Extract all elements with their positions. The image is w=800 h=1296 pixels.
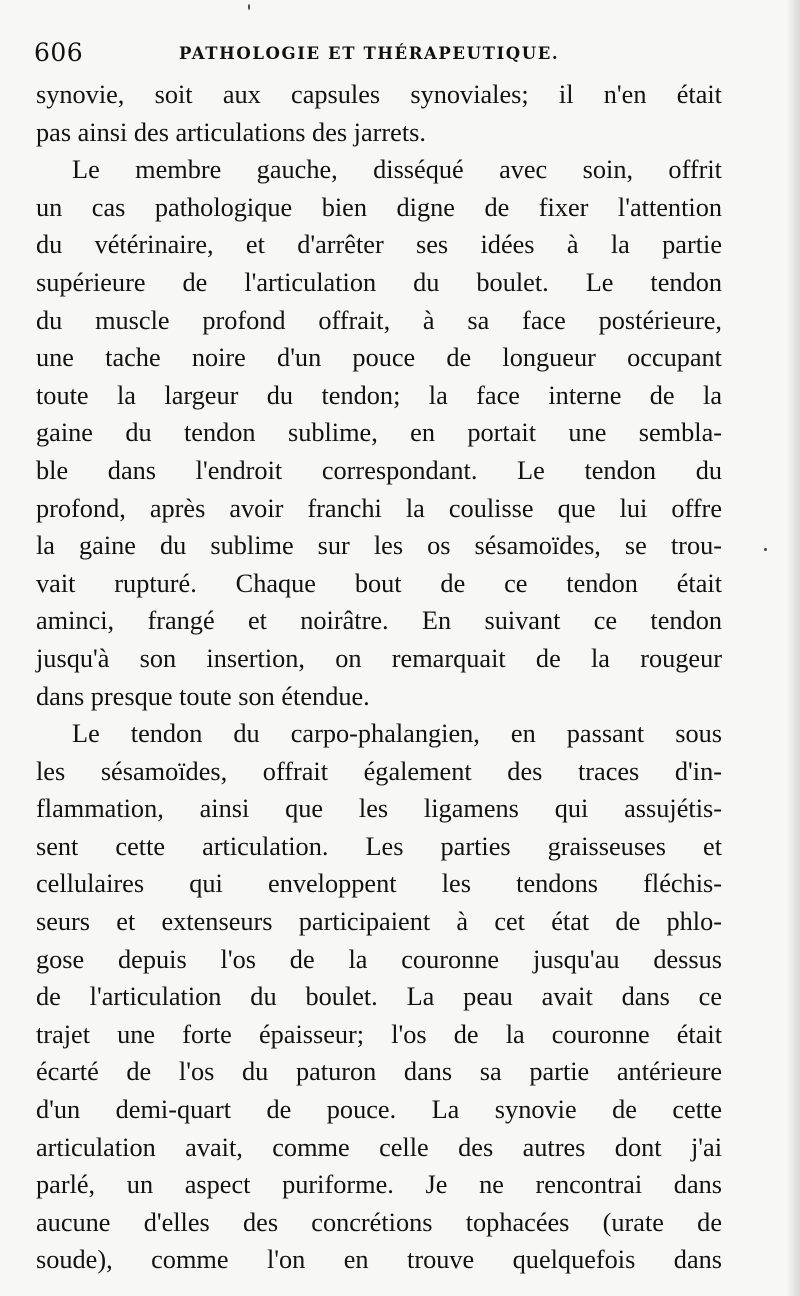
text-line: gose depuis l'os de la couronne jusqu'au dessus bbox=[36, 944, 722, 974]
page-header bbox=[34, 38, 734, 78]
text-line: soude), comme l'on en trouve quelquefois dans bbox=[36, 1245, 722, 1275]
text-line: pas ainsi des articulations des jarrets. bbox=[36, 117, 426, 147]
text-line: supérieure de l'articulation du boulet. Le tendon bbox=[36, 267, 722, 297]
text-line: une tache noire d'un pouce de longueur occupant bbox=[36, 343, 722, 373]
text-line: toute la largeur du tendon; la face interne de la bbox=[36, 380, 722, 410]
running-title: PATHOLOGIE ET THÉRAPEUTIQUE. bbox=[179, 44, 560, 63]
text-line: jusqu'à son insertion, on remarquait de la rougeur bbox=[36, 643, 722, 673]
text-line: articulation avait, comme celle des autres dont j'ai bbox=[36, 1132, 722, 1162]
ink-speck bbox=[764, 548, 767, 551]
text-line: Le membre gauche, disséqué avec soin, offrit bbox=[72, 155, 722, 185]
text-line: synovie, soit aux capsules synoviales; il n'en était bbox=[36, 80, 722, 109]
text-line: aminci, frangé et noirâtre. En suivant ce tendon bbox=[36, 606, 722, 636]
text-line: ble dans l'endroit correspondant. Le tendon du bbox=[36, 455, 722, 485]
text-line: les sésamoïdes, offrait également des traces d'in- bbox=[36, 756, 722, 786]
text-line: Le tendon du carpo-phalangien, en passant sous bbox=[72, 719, 722, 749]
text-line: d'un demi-quart de pouce. La synovie de cette bbox=[36, 1095, 722, 1125]
text-line: vait rupturé. Chaque bout de ce tendon était bbox=[36, 568, 722, 598]
text-line: cellulaires qui enveloppent les tendons fléchis- bbox=[36, 869, 722, 899]
page-edge-shadow bbox=[786, 0, 800, 1296]
text-line: aucune d'elles des concrétions tophacées (urate de bbox=[36, 1207, 722, 1237]
page-body-text bbox=[36, 76, 722, 1279]
text-line: la gaine du sublime sur les os sésamoïdes, se trou- bbox=[36, 531, 722, 561]
text-line: parlé, un aspect puriforme. Je ne rencontrai dans bbox=[36, 1170, 722, 1200]
page-number: 606 bbox=[34, 38, 84, 67]
text-line: de l'articulation du boulet. La peau avait dans ce bbox=[36, 982, 722, 1012]
text-line: dans presque toute son étendue. bbox=[36, 681, 370, 711]
text-line: trajet une forte épaisseur; l'os de la couronne était bbox=[36, 1019, 722, 1049]
ink-speck bbox=[248, 4, 250, 10]
text-line: profond, après avoir franchi la coulisse que lui offre bbox=[36, 493, 722, 523]
text-line: flammation, ainsi que les ligamens qui assujétis- bbox=[36, 794, 722, 824]
text-line: sent cette articulation. Les parties graisseuses et bbox=[36, 831, 722, 861]
text-line: écarté de l'os du paturon dans sa partie antérieure bbox=[36, 1057, 722, 1087]
text-line: gaine du tendon sublime, en portait une sembla- bbox=[36, 418, 722, 448]
text-line: du muscle profond offrait, à sa face postérieure, bbox=[36, 305, 722, 335]
text-line: un cas pathologique bien digne de fixer l'attention bbox=[36, 192, 722, 222]
text-line: seurs et extenseurs participaient à cet état de phlo- bbox=[36, 907, 722, 937]
text-line: du vétérinaire, et d'arrêter ses idées à la partie bbox=[36, 230, 722, 260]
